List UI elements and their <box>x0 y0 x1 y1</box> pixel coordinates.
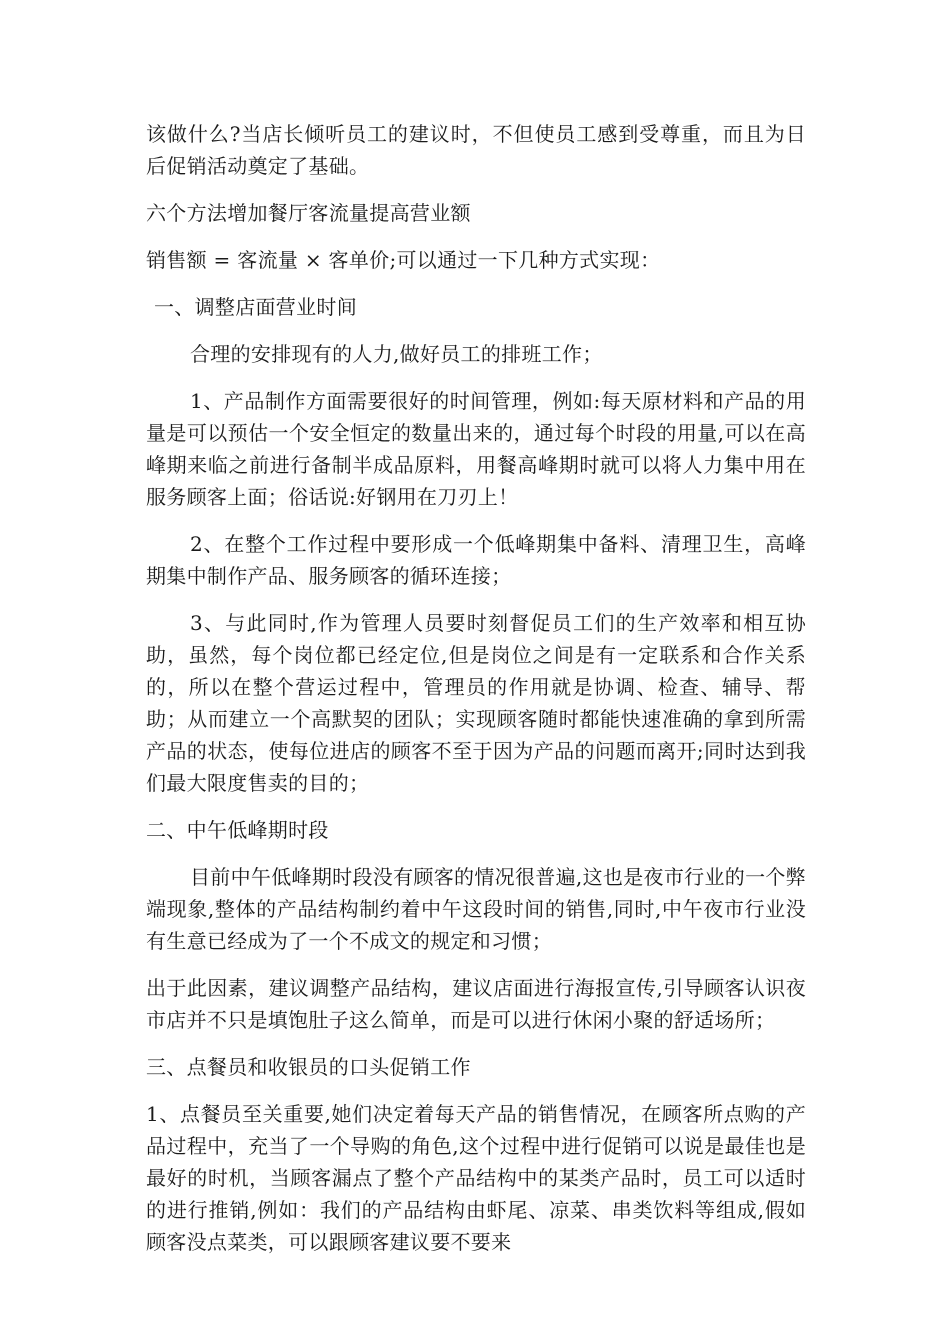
paragraph-1: 该做什么?当店长倾听员工的建议时，不但使员工感到受尊重，而且为日后促销活动奠定了基础。 <box>146 122 806 178</box>
paragraph-7: 2、在整个工作过程中要形成一个低峰期集中备料、清理卫生，高峰期集中制作产品、服务顾客的循环连接； <box>146 532 806 588</box>
paragraph-9: 二、中午低峰期时段 <box>146 818 329 842</box>
paragraph-3: 销售额 = 客流量 × 客单价;可以通过一下几种方式实现： <box>146 248 661 272</box>
paragraph-11: 出于此因素，建议调整产品结构，建议店面进行海报宣传,引导顾客认识夜市店并不只是填饱肚子这么简单，而是可以进行休闲小聚的舒适场所； <box>146 976 806 1032</box>
paragraph-8: 3、与此同时,作为管理人员要时刻督促员工们的生产效率和相互协助，虽然，每个岗位都已经定位,但是岗位之间是有一定联系和合作关系的，所以在整个营运过程中，管理员的作用就是协调、检查、辅导、帮助；从而建立一个高默契的团队；实现顾客随时都能快速准确的拿到所需产品的状态，使每位进店的顾客不至于因为产品的问题而离开;同时达到我们最大限度售卖的目的； <box>146 611 806 795</box>
document-body <box>146 118 806 1273</box>
paragraph-10: 目前中午低峰期时段没有顾客的情况很普遍,这也是夜市行业的一个弊端现象,整体的产品结构制约着中午这段时间的销售,同时,中午夜市行业没有生意已经成为了一个不成文的规定和习惯； <box>146 865 806 953</box>
paragraph-6: 1、产品制作方面需要很好的时间管理，例如:每天原材料和产品的用量是可以预估一个安全恒定的数量出来的，通过每个时段的用量,可以在高峰期来临之前进行备制半成品原料，用餐高峰期时就可以将人力集中用在服务顾客上面；俗话说:好钢用在刀刃上！ <box>146 389 806 509</box>
paragraph-4: 一、调整店面营业时间 <box>154 295 357 319</box>
paragraph-2: 六个方法增加餐厅客流量提高营业额 <box>146 201 471 225</box>
paragraph-5: 合理的安排现有的人力,做好员工的排班工作； <box>190 342 603 366</box>
paragraph-12: 三、点餐员和收银员的口头促销工作 <box>146 1055 471 1079</box>
paragraph-13: 1、点餐员至关重要,她们决定着每天产品的销售情况，在顾客所点购的产品过程中，充当了一个导购的角色,这个过程中进行促销可以说是最佳也是最好的时机，当顾客漏点了整个产品结构中的某类产品时，员工可以适时的进行推销,例如：我们的产品结构由虾尾、凉菜、串类饮料等组成,假如顾客没点菜类，可以跟顾客建议要不要来 <box>146 1102 806 1254</box>
